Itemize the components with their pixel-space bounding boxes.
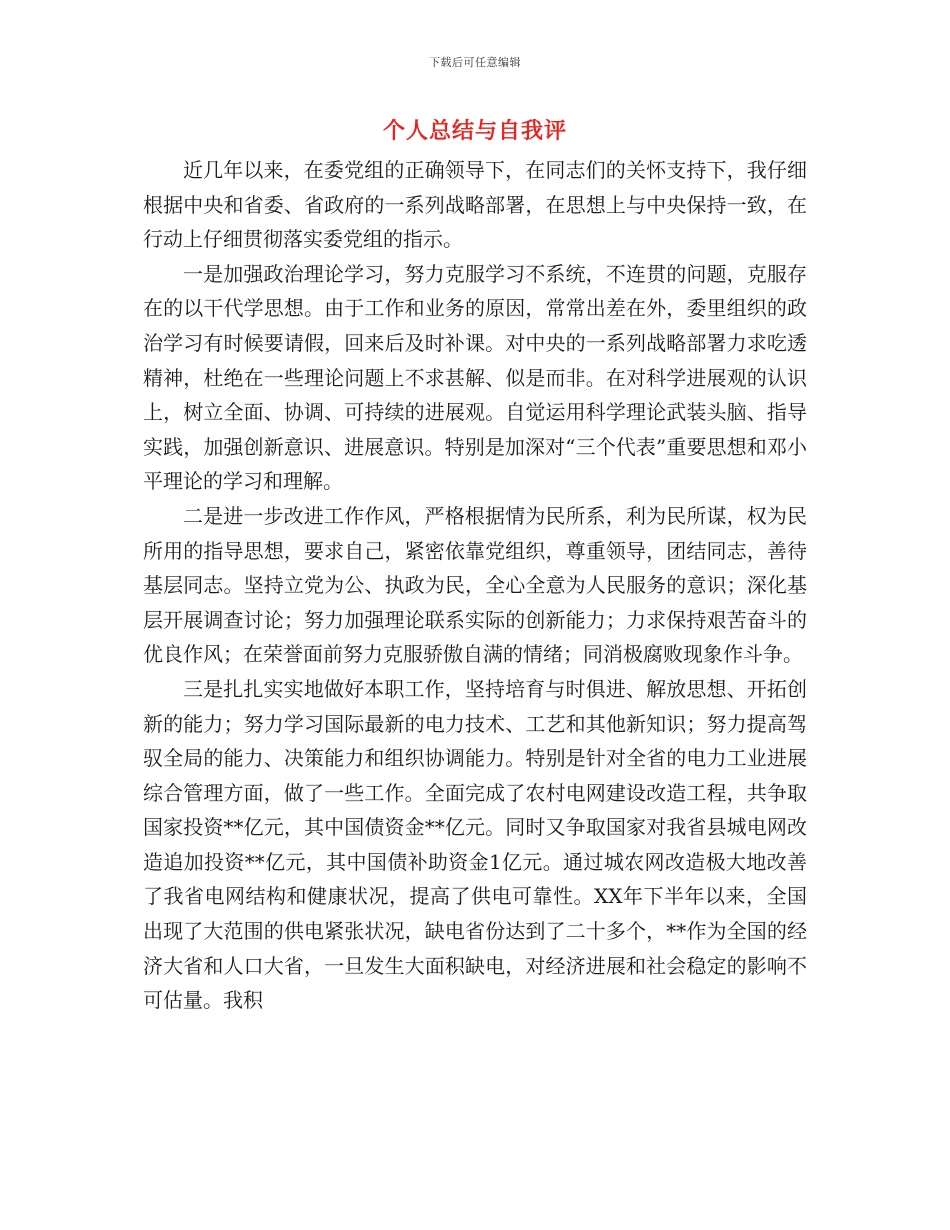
document-body (143, 153, 807, 1018)
paragraph-work-style: 二是进一步改进工作作风，严格根据情为民所系，利为民所谋，权为民所用的指导思想，要求自己，紧密依靠党组织，尊重领导，团结同志，善待基层同志。坚持立党为公、执政为民，全心全意为人民服务的意识；深化基层开展调查讨论；努力加强理论联系实际的创新能力；力求保持艰苦奋斗的优良作风；在荣誉面前努力克服骄傲自满的情绪；同消极腐败现象作斗争。 (143, 503, 807, 667)
document-title: 个人总结与自我评 (382, 118, 567, 144)
paragraph-intro: 近几年以来，在委党组的正确领导下，在同志们的关怀支持下，我仔细根据中央和省委、省政府的一系列战略部署，在思想上与中央保持一致，在行动上仔细贯彻落实委党组的指示。 (143, 158, 807, 252)
header-note: 下载后可任意编辑 (429, 56, 521, 69)
paragraph-job-duties: 三是扎扎实实地做好本职工作，坚持培育与时俱进、解放思想、开拓创新的能力；努力学习国际最新的电力技术、工艺和其他新知识；努力提高驾驭全局的能力、决策能力和组织协调能力。特别是针对全省的电力工业进展综合管理方面，做了一些工作。全面完成了农村电网建设改造工程，共争取国家投资**亿元，其中国债资金**亿元。同时又争取国家对我省县城电网改造追加投资**亿元，其中国债补助资金1亿元。通过城农网改造极大地改善了我省电网结构和健康状况，提高了供电可靠性。XX年下半年以来，全国出现了大范围的供电紧张状况，缺电省份达到了二十多个，**作为全国的经济大省和人口大省，一旦发生大面积缺电，对经济进展和社会稳定的影响不可估量。我积 (143, 676, 807, 1013)
paragraph-political-study: 一是加强政治理论学习，努力克服学习不系统，不连贯的问题，克服存在的以干代学思想。由于工作和业务的原因，常常出差在外，委里组织的政治学习有时候要请假，回来后及时补课。对中央的一系列战略部署力求吃透精神，杜绝在一些理论问题上不求甚解、似是而非。在对科学进展观的认识上，树立全面、协调、可持续的进展观。自觉运用科学理论武装头脑、指导实践，加强创新意识、进展意识。特别是加深对“三个代表”重要思想和邓小平理论的学习和理解。 (143, 261, 807, 494)
